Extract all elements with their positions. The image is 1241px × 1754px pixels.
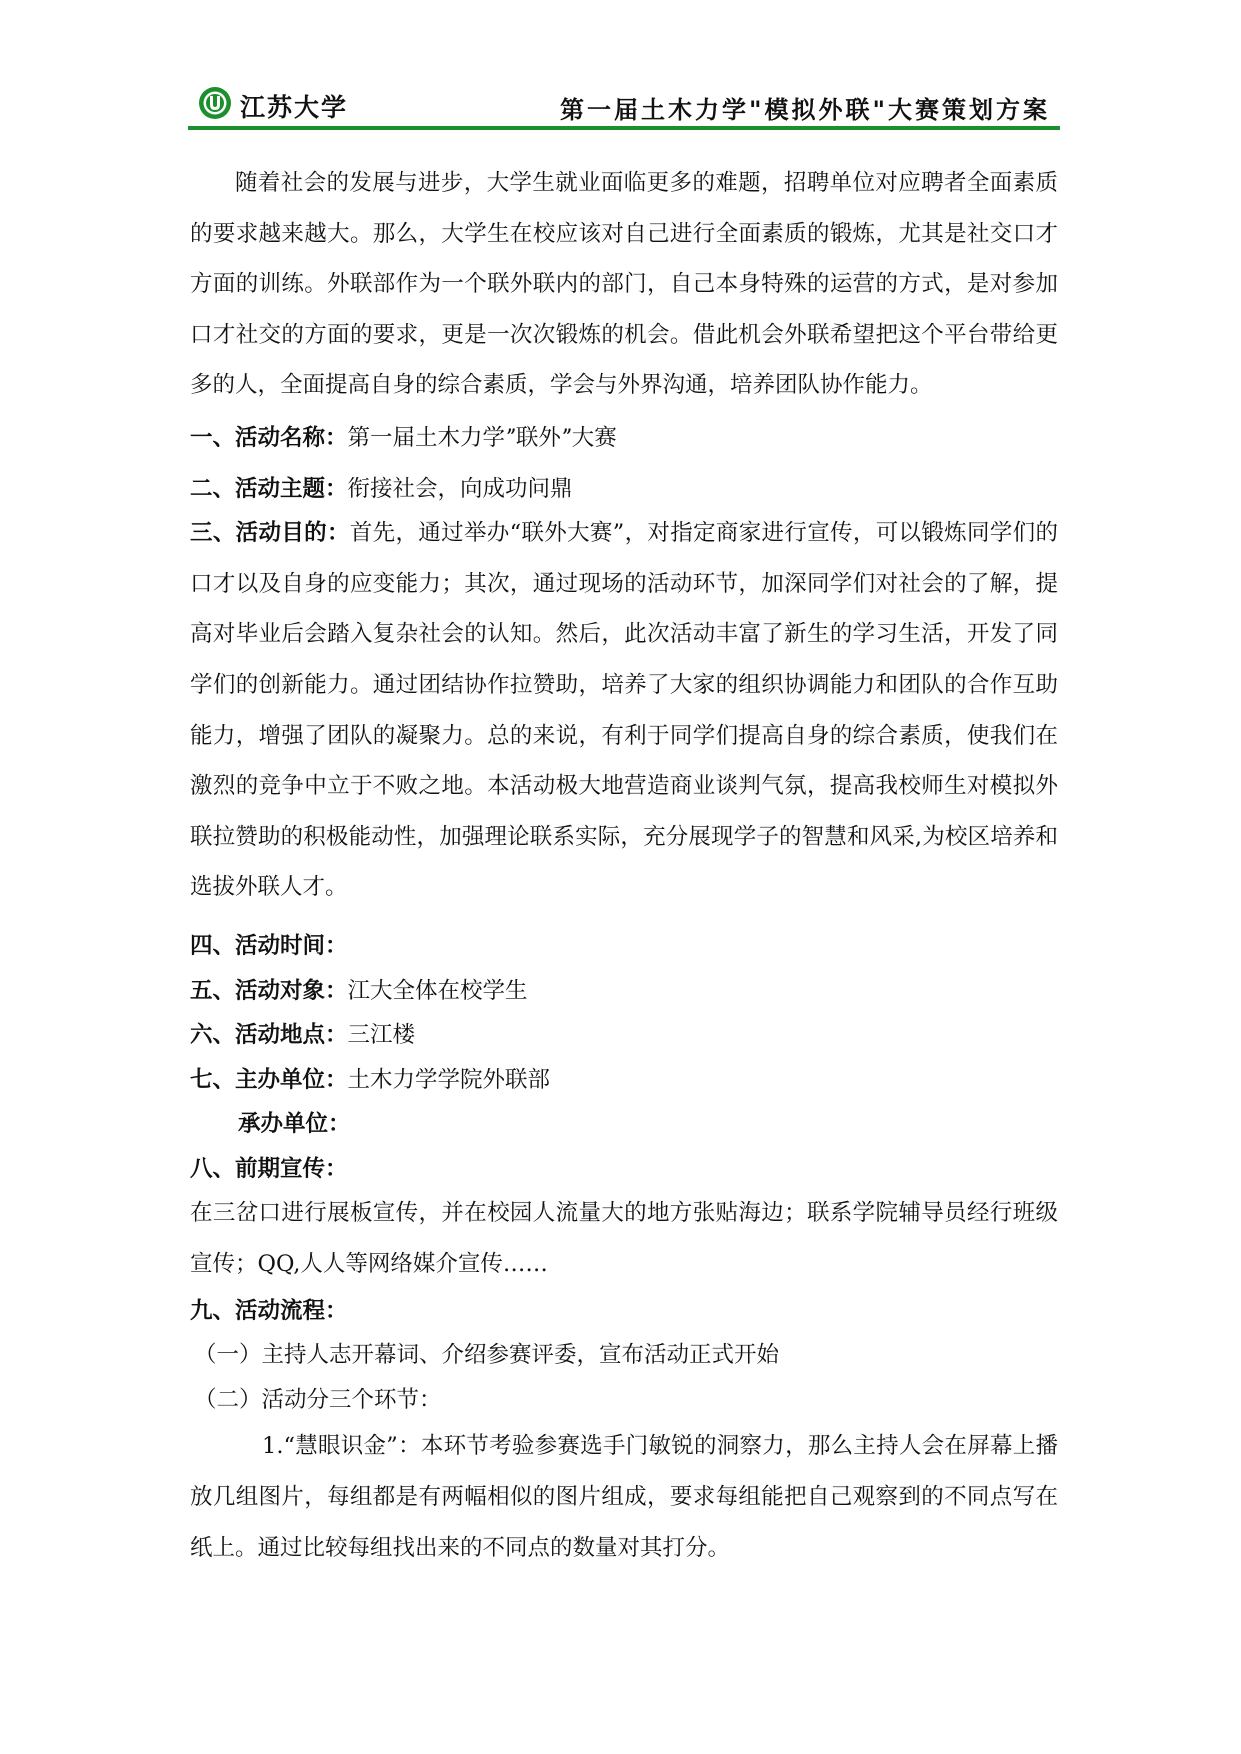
section-value: 三江楼 [347,1022,416,1049]
section-label: 四、活动时间： [190,932,348,959]
section-label: 九、活动流程： [190,1297,348,1324]
publicity-text: 在三岔口进行展板宣传，并在校园人流量大的地方张贴海边；联系学院辅导员经行班级宣传；QQ,人人等网络媒介宣传…… [190,1200,1058,1278]
section-organizer [190,1055,1058,1106]
section-publicity [190,1144,1058,1195]
intro-paragraph: 随着社会的发展与进步，大学生就业面临更多的难题，招聘单位对应聘者全面素质的要求越来越大。那么，大学生在校应该对自己进行全面素质的锻炼，尤其是社交口才方面的训练。外联部作为一个联外联内的部门，自己本身特殊的运营的方式，是对参加口才社交的方面的要求，更是一次次锻炼的机会。借此机会外联希望把这个平台带给更多的人，全面提高自身的综合素质，学会与外界沟通，培养团队协作能力。 [190,170,1058,399]
section-activity-time [190,921,1058,972]
section-label: 六、活动地点： [190,1022,348,1049]
section-activity-target [190,966,1058,1017]
section-label: 八、前期宣传： [190,1155,348,1182]
section-activity-purpose [190,508,1058,913]
section-label: 一、活动名称： [190,424,348,451]
section-label: 三、活动目的： [190,520,350,547]
section-co-organizer [190,1099,1058,1150]
section-activity-location [190,1010,1058,1061]
section-process [190,1286,1058,1337]
document-body [190,158,1058,1573]
page-header [188,82,1060,130]
section-label: 七、主办单位： [190,1066,348,1093]
section-label: 承办单位： [238,1111,351,1138]
section-activity-name [190,413,1058,464]
section-label: 二、活动主题： [190,475,348,502]
header-divider [188,126,1060,130]
section-value: 衔接社会，向成功问鼎 [347,475,573,502]
document-title: 第一届土木力学"模拟外联"大赛策划方案 [559,96,1050,124]
university-name: 江苏大学 [240,93,349,122]
section-value: 首先，通过举办“联外大赛”，对指定商家进行宣传，可以锻炼同学们的口才以及自身的应变能力；其次，通过现场的活动环节，加深同学们对社会的了解，提高对毕业后会踏入复杂社会的认知。然后，此次活动丰富了新生的学习生活，开发了同学们的创新能力。通过团结协作拉赞助，培养了大家的组织协调能力和团队的合作互助能力，增强了团队的凝聚力。总的来说，有利于同学们提高自身的综合素质，使我们在激烈的竞争中立于不败之地。本活动极大地营造商业谈判气氛，提高我校师生对模拟外联拉赞助的积极能动性，加强理论联系实际，充分展现学子的智慧和风采,为校区培养和选拔外联人才。 [190,520,1058,901]
process-item-1: 1.“慧眼识金”：本环节考验参赛选手门敏锐的洞察力，那么主持人会在屏幕上播放几组图片，每组都是有两幅相似的图片组成，要求每组能把自己观察到的不同点写在纸上。通过比较每组找出来的不同点的数量对其打分。 [190,1433,1058,1561]
section-value: 第一届土木力学ˮ联外ˮ大赛 [347,424,617,451]
section-label: 五、活动对象： [190,977,348,1004]
section-value: 江大全体在校学生 [347,977,528,1004]
section-activity-theme [190,464,1058,515]
section-value: 土木力学学院外联部 [347,1066,551,1093]
process-step-2: （二）活动分三个环节： [194,1386,442,1413]
university-logo-icon [198,86,232,120]
process-step-1: （一）主持人志开幕词、介绍参赛评委，宣布活动正式开始 [194,1342,780,1369]
